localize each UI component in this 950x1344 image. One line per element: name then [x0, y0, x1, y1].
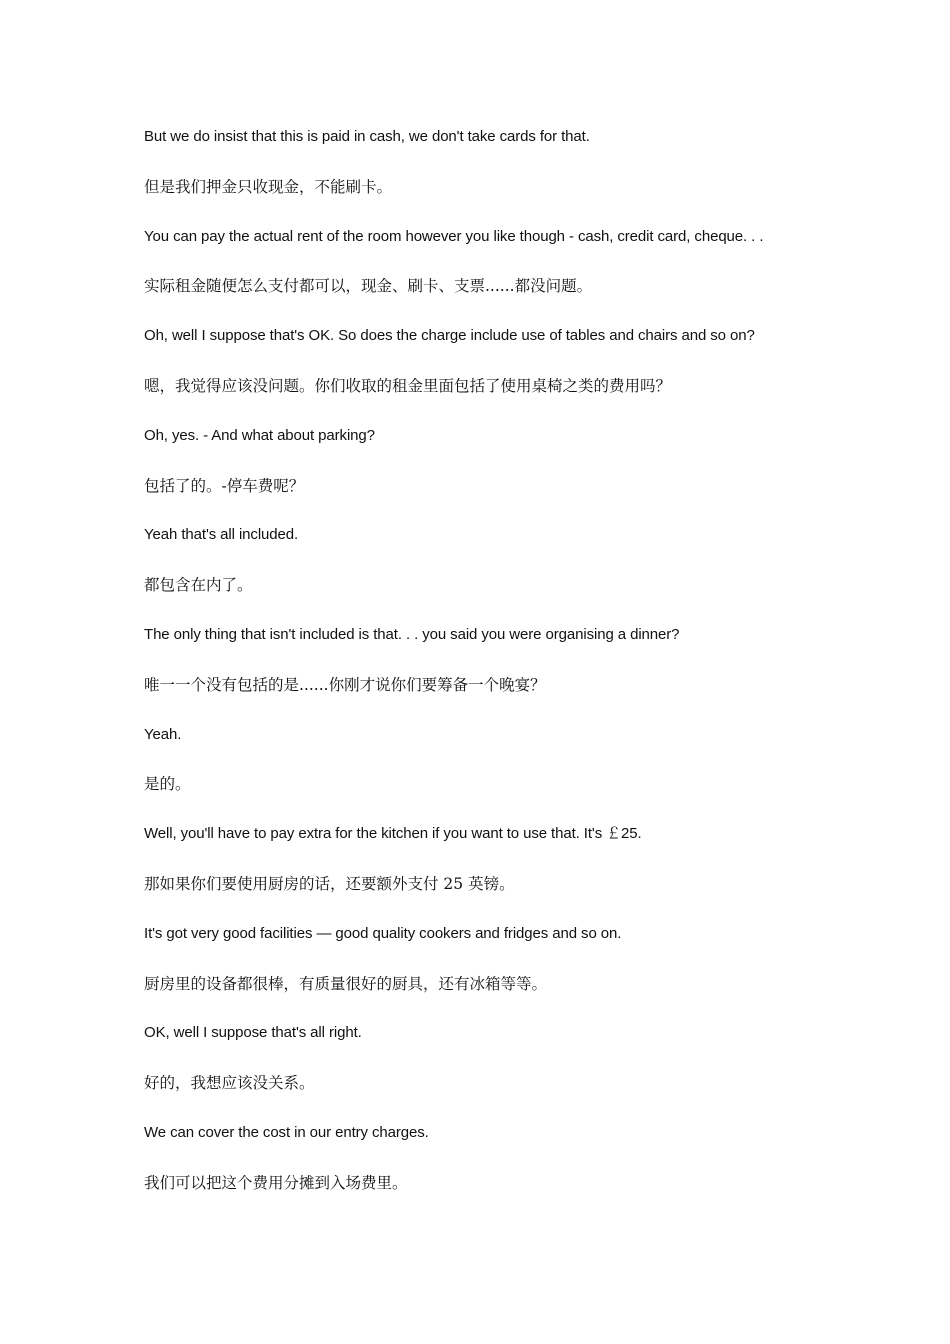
transcript-line-english: OK, well I suppose that's all right.	[144, 1024, 362, 1042]
transcript-line-english: It's got very good facilities — good quality cookers and fridges and so on.	[144, 924, 622, 942]
transcript-line-english: Oh, yes. - And what about parking?	[144, 426, 375, 444]
transcript-line-chinese: 唯一一个没有包括的是......你刚才说你们要筹备一个晚宴？	[144, 675, 546, 694]
transcript-line-english: Yeah.	[144, 725, 182, 743]
transcript-line-english: We can cover the cost in our entry charges.	[144, 1123, 429, 1141]
transcript-line-english: Yeah that's all included.	[144, 526, 299, 544]
transcript-line-chinese: 但是我们押金只收现金，不能刷卡。	[144, 177, 393, 196]
transcript-line-english: Well, you'll have to pay extra for the kitchen if you want to use that. It's ￡25.	[144, 825, 642, 843]
transcript-line-english: The only thing that isn't included is that. . . you said you were organising a dinner?	[144, 625, 680, 643]
transcript-line-chinese: 嗯，我觉得应该没问题。你们收取的租金里面包括了使用桌椅之类的费用吗？	[144, 376, 672, 395]
transcript-line-english: But we do insist that this is paid in cash, we don't take cards for that.	[144, 128, 590, 145]
transcript-line-english: Oh, well I suppose that's OK. So does the charge include use of tables and chairs and so on?	[144, 327, 755, 345]
transcript-line-chinese: 那如果你们要使用厨房的话，还要额外支付 25 英镑。	[144, 874, 515, 893]
transcript-line-chinese: 都包含在内了。	[144, 576, 253, 595]
transcript-line-chinese: 我们可以把这个费用分摊到入场费里。	[144, 1173, 408, 1192]
transcript-line-chinese: 是的。	[144, 775, 191, 794]
transcript-line-chinese: 好的，我想应该没关系。	[144, 1074, 315, 1093]
transcript-line-chinese: 包括了的。-停车费呢？	[144, 476, 305, 495]
transcript-body	[144, 124, 844, 1220]
transcript-line-chinese: 实际租金随便怎么支付都可以，现金、刷卡、支票......都没问题。	[144, 277, 593, 296]
transcript-line-english: You can pay the actual rent of the room however you like though - cash, credit card, cheque. . .	[144, 227, 764, 245]
transcript-line-chinese: 厨房里的设备都很棒，有质量很好的厨具，还有冰箱等等。	[144, 974, 548, 993]
